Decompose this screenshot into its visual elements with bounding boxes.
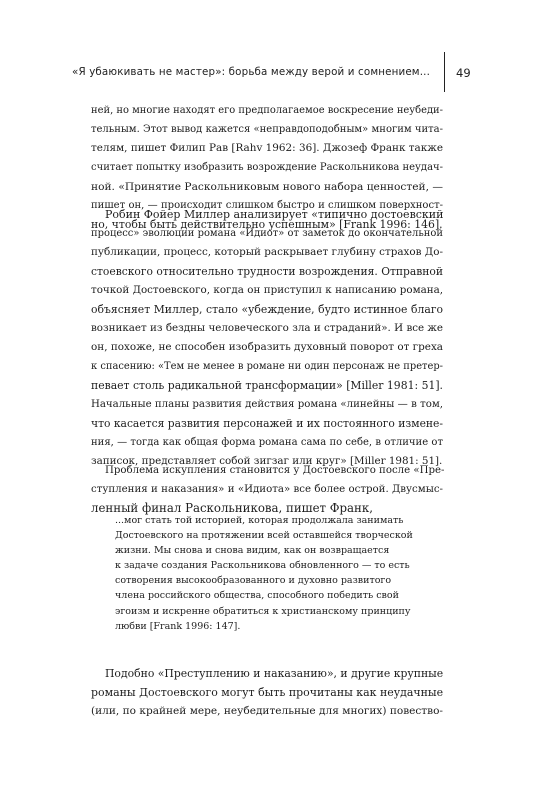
text-line: что касается развития персонажей и их постоянного измене-	[91, 417, 443, 430]
text-line: записок, представляет собой зигзаг или круг» [Miller 1981: 51].	[91, 455, 443, 467]
paragraph-miller	[91, 205, 443, 471]
text-line: Проблема искупления становится у Достоевского после «Пре-	[105, 465, 445, 476]
text-line: ния, — тогда как общая форма романа сама по себе, в отличие от	[91, 437, 443, 448]
text-line: певает столь радикальной трансформации» [Miller 1981: 51].	[91, 379, 443, 392]
text-line: он, похоже, не способен изобразить духовный поворот от греха	[91, 341, 444, 353]
text-line: но, чтобы быть действительно успешным» [Frank 1996: 146].	[91, 218, 443, 231]
text-line: возникает из бездны человеческого зла и страданий». И все же	[91, 322, 443, 334]
paragraph-novels	[91, 664, 443, 721]
text-line: публикации, процесс, который раскрывает глубину страхов До-	[91, 246, 443, 258]
running-header	[0, 66, 533, 86]
text-line: Начальные планы развития действия романа «линейны — в том,	[91, 399, 443, 410]
text-line: ступления и наказания» и «Идиота» все более острой. Двусмыс-	[91, 484, 443, 495]
quote-line: к задаче создания Раскольникова обновленного — то есть	[115, 560, 410, 572]
header-divider	[444, 52, 445, 92]
text-line: пишет он, — происходит слишком быстро и слишком поверхност-	[91, 200, 443, 211]
quote-line: любви [Frank 1996: 147].	[115, 620, 241, 632]
text-line: ней, но многие находят его предполагаемое воскресение неубеди-	[91, 105, 443, 116]
quote-line: члена российского общества, способного победить свой	[115, 590, 399, 602]
paragraph-redemption	[91, 461, 443, 518]
running-title: «Я убаюкивать не мастер»: борьба между верой и сомнением...	[72, 66, 430, 78]
quote-line: эгоизм и искренне обратиться к христианскому принципу	[115, 605, 411, 617]
text-line: стоевского относительно трудности возрождения. Отправной	[91, 265, 443, 278]
text-line: считает попытку изобразить возрождение Раскольникова неудач-	[91, 162, 443, 173]
quote-line: Достоевского на протяжении всей оставшейся творческой	[115, 530, 413, 542]
block-quote	[115, 513, 415, 634]
text-line: романы Достоевского могут быть прочитаны как неудачные	[91, 686, 444, 699]
page-number: 49	[456, 66, 471, 80]
text-line: (или, по крайней мере, неубедительные для многих) повество-	[91, 705, 443, 717]
text-line: тельным. Этот вывод кажется «неправдоподобным» многим чита-	[91, 124, 443, 135]
text-line: Подобно «Преступлению и наказанию», и другие крупные	[105, 667, 444, 680]
text-line: ной. «Принятие Раскольниковым нового набора ценностей, —	[91, 180, 443, 193]
text-line: объясняет Миллер, стало «убеждение, будто истинное благо	[91, 303, 443, 316]
quote-line: жизни. Мы снова и снова видим, как он возвращается	[115, 545, 390, 557]
text-line: к спасению: «Тем не менее в романе ни один персонаж не претер-	[91, 361, 443, 372]
text-line: точкой Достоевского, когда он приступил к написанию романа,	[91, 284, 443, 296]
quote-line: сотворения высокообразованного и духовно развитого	[115, 575, 392, 587]
text-line: телям, пишет Филип Рав [Rahv 1962: 36]. Джозеф Франк также	[91, 142, 443, 154]
text-line: Робин Фойер Миллер анализирует «типично достоевский	[105, 208, 444, 221]
text-line: процесс» эволюции романа «Идиот» от заметок до окончательной	[91, 228, 443, 239]
text-line: ленный финал Раскольникова, пишет Франк,	[91, 501, 373, 515]
quote-line: ...мог стать той историей, которая продолжала занимать	[115, 515, 404, 526]
